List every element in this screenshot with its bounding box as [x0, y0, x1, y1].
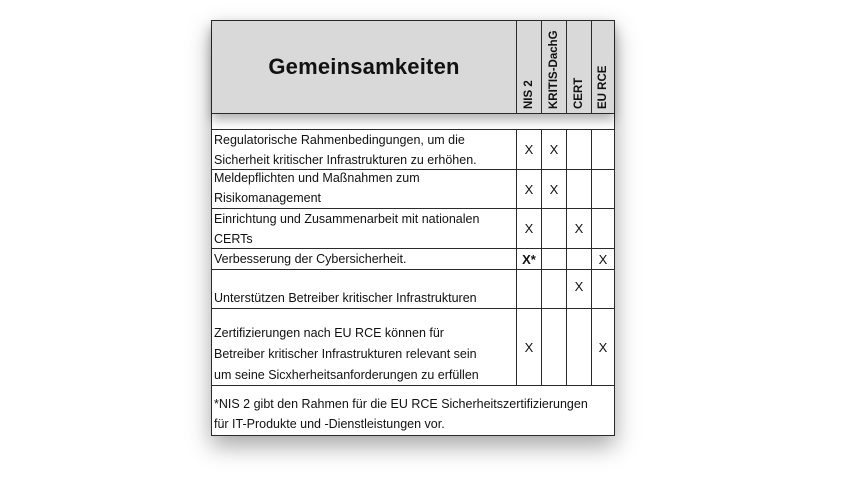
row-text-line: Verbesserung der Cybersicherheit.	[214, 252, 407, 266]
table-row	[212, 169, 614, 208]
row-text-line: Regulatorische Rahmenbedingungen, um die	[214, 133, 465, 147]
row-text-line: Meldepflichten und Maßnahmen zum	[214, 171, 420, 185]
column-label: EU RCE	[597, 65, 609, 109]
row-text-line: Betreiber kritischer Infrastrukturen relevant sein	[214, 347, 477, 361]
mark-cell	[566, 130, 591, 169]
table-row	[212, 129, 614, 169]
mark-cell	[516, 270, 541, 308]
mark-cell	[541, 209, 566, 248]
mark-cell	[591, 270, 614, 308]
mark-cell: X	[541, 130, 566, 169]
table-header	[212, 21, 614, 114]
column-header-kritis	[541, 21, 566, 113]
footnote-line: für IT-Produkte und -Dienstleistungen vor.	[214, 417, 445, 431]
mark-cell: X	[591, 249, 614, 269]
row-text-line: Sicherheit kritischer Infrastrukturen zu erhöhen.	[214, 153, 477, 167]
column-header-nis2	[516, 21, 541, 113]
mark-cell	[541, 249, 566, 269]
row-text-line: Unterstützen Betreiber kritischer Infrastrukturen	[214, 291, 477, 305]
table-title: Gemeinsamkeiten	[268, 54, 460, 79]
mark-cell	[566, 309, 591, 385]
mark-cell: X	[516, 209, 541, 248]
column-label: CERT	[573, 77, 585, 109]
mark-cell: X	[591, 309, 614, 385]
mark-cell: X	[516, 170, 541, 208]
mark-cell	[566, 170, 591, 208]
mark-cell	[591, 209, 614, 248]
mark-cell	[591, 130, 614, 169]
row-text-line: Risikomanagement	[214, 191, 321, 205]
mark-cell: X	[516, 309, 541, 385]
mark-cell	[566, 249, 591, 269]
mark-cell: X	[541, 170, 566, 208]
mark-cell: X*	[516, 249, 541, 269]
mark-cell	[541, 309, 566, 385]
footnote	[212, 385, 614, 435]
table-row	[212, 308, 614, 385]
row-text-line: CERTs	[214, 232, 253, 246]
table-row	[212, 269, 614, 308]
footnote-line: *NIS 2 gibt den Rahmen für die EU RCE Sicherheitszertifizierungen	[214, 397, 588, 411]
row-text-line: um seine Sicxherheitsanforderungen zu erfüllen	[214, 368, 479, 382]
mark-cell: X	[566, 209, 591, 248]
column-label: KRITIS-DachG	[548, 30, 560, 109]
row-text-line: Zertifizierungen nach EU RCE können für	[214, 326, 444, 340]
table-row	[212, 248, 614, 269]
column-header-cert	[566, 21, 591, 113]
mark-cell	[541, 270, 566, 308]
table-row	[212, 208, 614, 248]
mark-cell	[591, 170, 614, 208]
mark-cell: X	[566, 270, 591, 308]
column-label: NIS 2	[523, 80, 535, 109]
mark-cell: X	[516, 130, 541, 169]
comparison-table	[211, 20, 615, 436]
row-text-line: Einrichtung und Zusammenarbeit mit nationalen	[214, 212, 480, 226]
column-header-eu-rce	[591, 21, 614, 113]
